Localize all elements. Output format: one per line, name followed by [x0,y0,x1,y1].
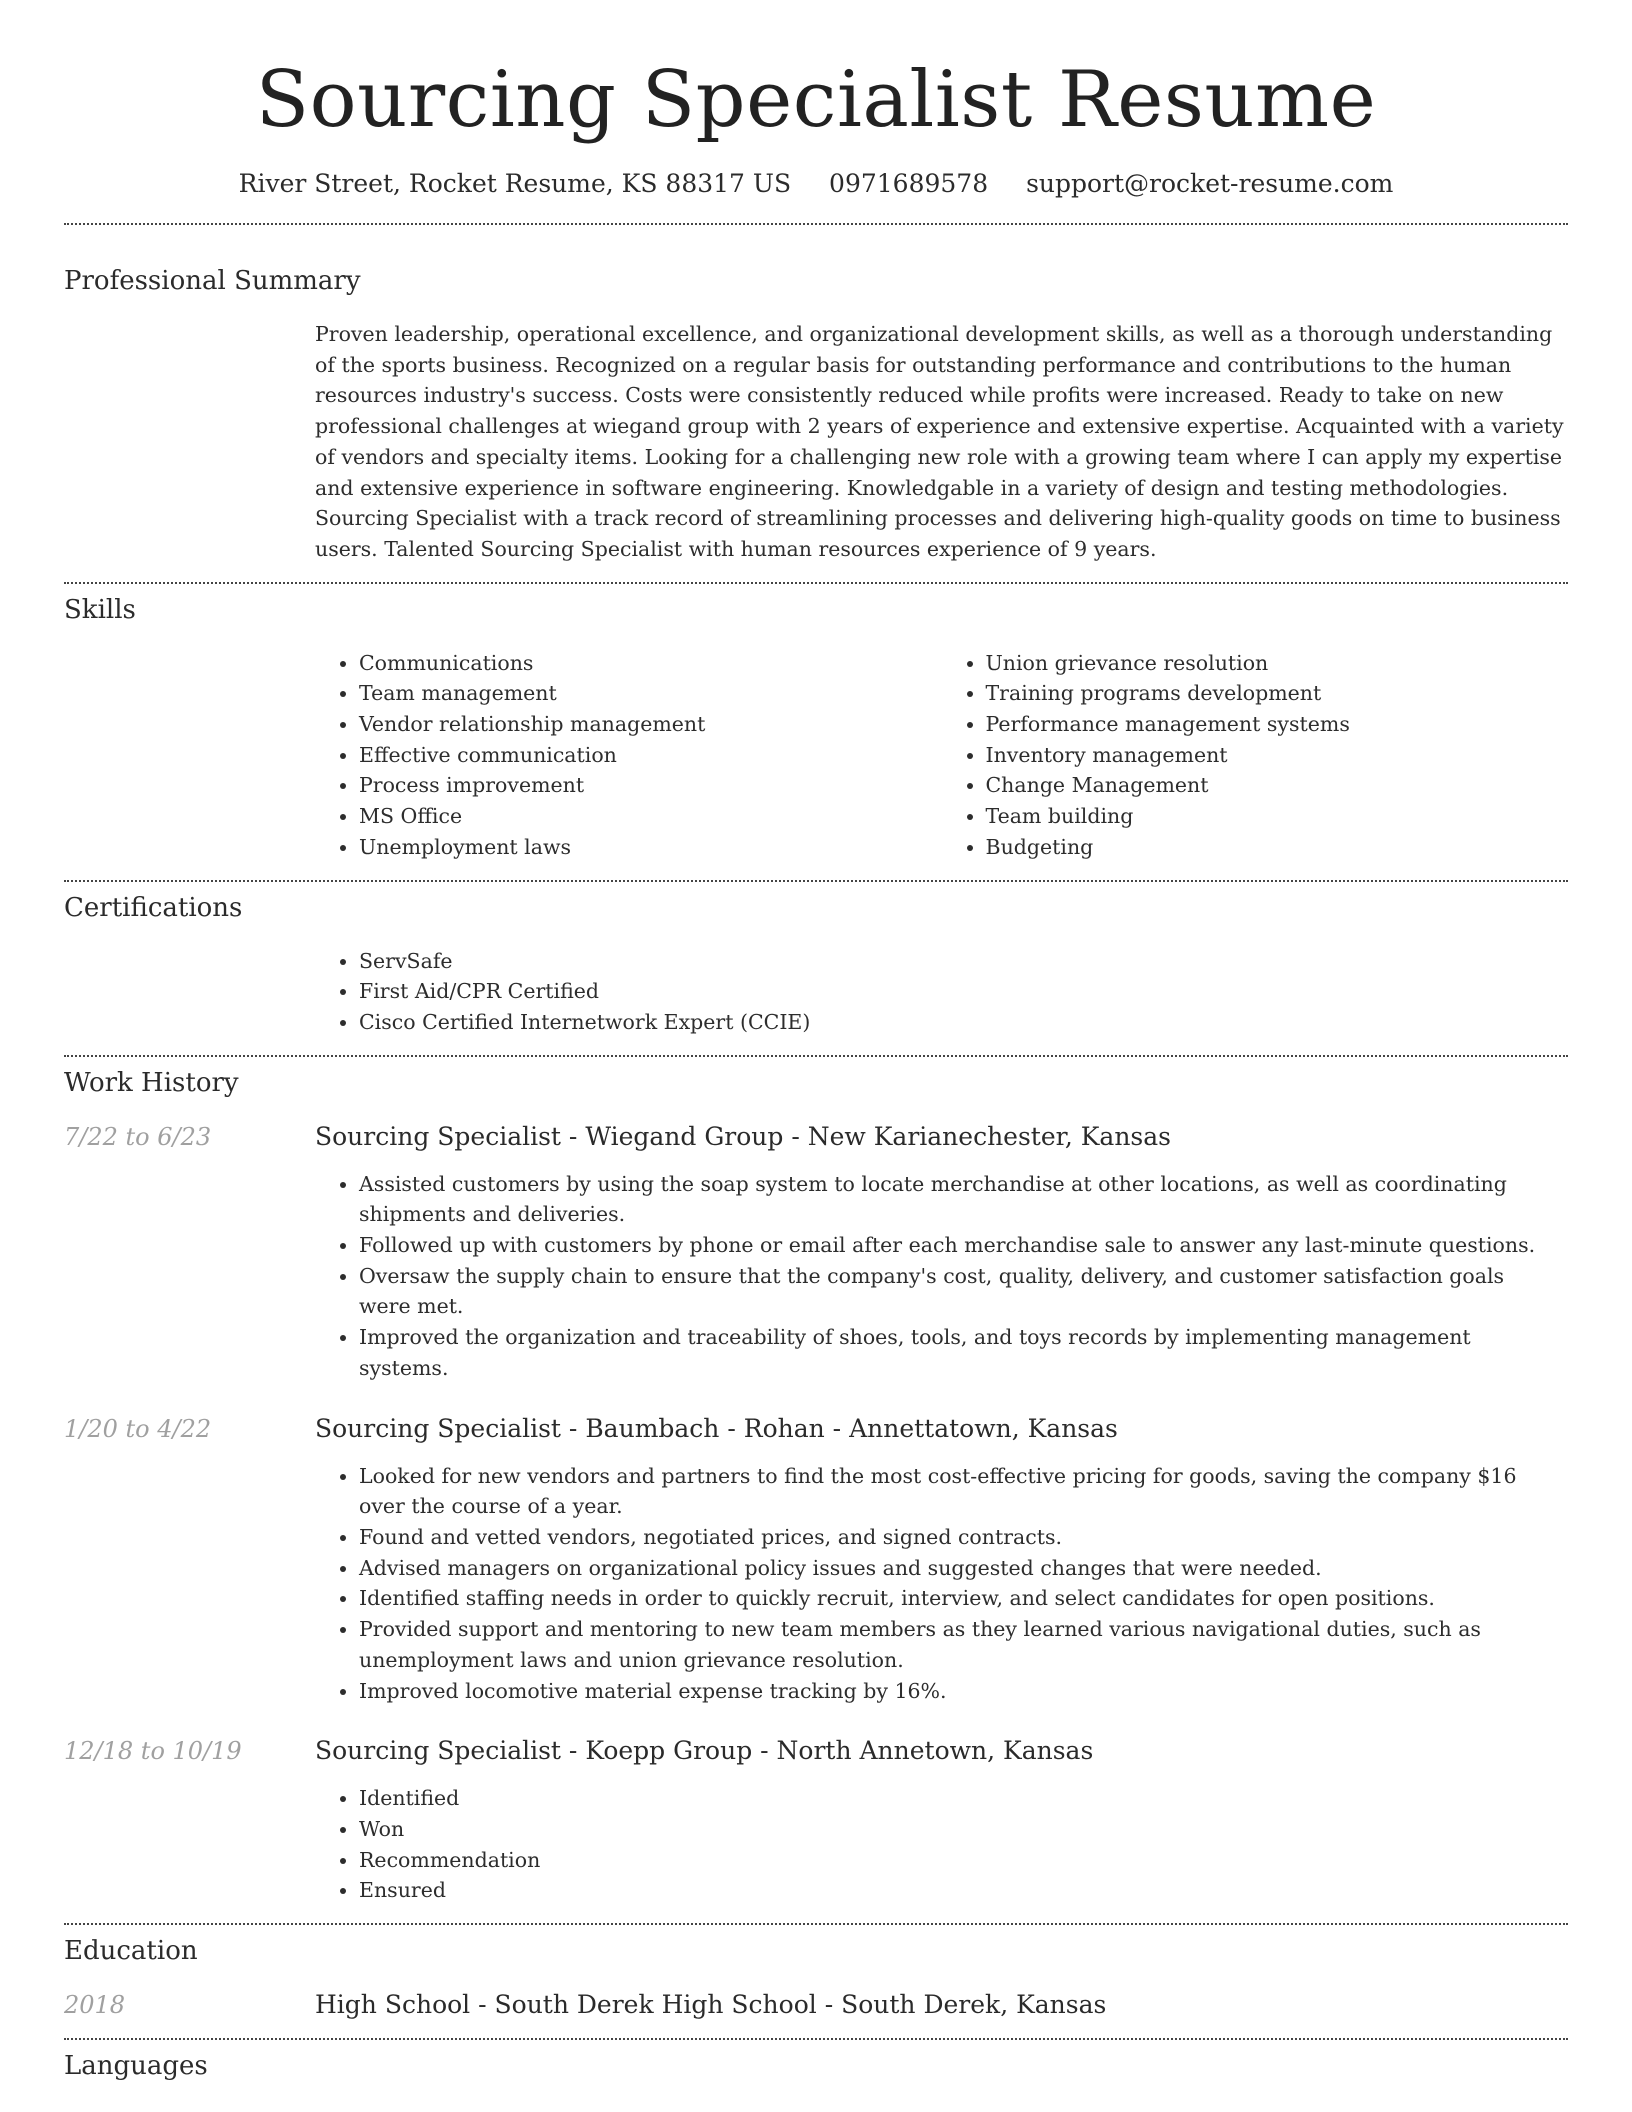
job-entry [64,1413,1568,1707]
job-date: 12/18 to 10/19 [64,1737,242,1766]
job-bullet: • Oversaw the supply chain to ensure that the company's cost, quality, delivery, and customer satisfaction goals were met. [359,1261,1548,1322]
skill-item: • Training programs development [986,678,1569,709]
contact-phone: 0971689578 [829,169,989,198]
section-divider [64,880,1568,882]
skill-item: • Performance management systems [986,709,1569,740]
job-bullets [315,1169,1568,1384]
education-title: High School - South Derek High School - South Derek, Kansas [315,1990,1107,2020]
job-entry [64,1121,1568,1384]
resume-header [64,0,1568,200]
education-date: 2018 [64,1991,126,2020]
job-date: 1/20 to 4/22 [64,1414,212,1443]
section-divider [64,2038,1568,2040]
skills-list [315,648,1568,863]
job-title: Sourcing Specialist - Koepp Group - North Annetown, Kansas [315,1736,1094,1766]
skills-column-right [942,648,1569,863]
summary-heading: Professional Summary [64,266,361,296]
education-entry [64,1989,1568,2021]
skill-item: • Vendor relationship management [359,709,942,740]
section-divider [64,582,1568,584]
skills-heading: Skills [64,594,136,625]
certifications-heading: Certifications [64,892,243,923]
certifications-list [315,946,1568,1038]
education-heading: Education [64,1936,198,1967]
skill-item: • Team building [986,801,1569,832]
contact-email: support@rocket-resume.com [1026,169,1394,198]
skill-item: • Inventory management [986,740,1569,771]
section-divider [64,1923,1568,1925]
section-divider [64,1055,1568,1057]
skill-item: • Process improvement [359,770,942,801]
job-bullet: • Won [359,1814,1548,1845]
skill-item: • Communications [359,648,942,679]
job-entry [64,1735,1568,1906]
certification-item: • First Aid/CPR Certified [359,976,1568,1007]
certification-item: • Cisco Certified Internetwork Expert (CCIE) [359,1007,1568,1038]
contact-address: River Street, Rocket Resume, KS 88317 US [238,169,792,198]
skill-item: • Union grievance resolution [986,648,1569,679]
job-bullet: • Improved the organization and traceability of shoes, tools, and toys records by implementing management systems. [359,1322,1548,1383]
job-title: Sourcing Specialist - Wiegand Group - New Karianechester, Kansas [315,1121,1171,1151]
job-bullet: • Assisted customers by using the soap system to locate merchandise at other locations, as well as coordinating shipments and deliveries. [359,1169,1548,1230]
section-divider [64,223,1568,225]
job-bullets [315,1783,1568,1906]
job-bullet: • Provided support and mentoring to new team members as they learned various navigational duties, such as unemployment laws and union grievance resolution. [359,1614,1548,1675]
work-history-heading: Work History [64,1067,239,1098]
job-bullet: • Identified staffing needs in order to quickly recruit, interview, and select candidates for open positions. [359,1583,1548,1614]
skill-item: • Unemployment laws [359,832,942,863]
skill-item: • MS Office [359,801,942,832]
job-bullet: • Advised managers on organizational policy issues and suggested changes that were needed. [359,1553,1548,1584]
skill-item: • Change Management [986,770,1569,801]
contact-line [64,168,1568,200]
skill-item: • Budgeting [986,832,1569,863]
job-title: Sourcing Specialist - Baumbach - Rohan - Annettatown, Kansas [315,1413,1118,1443]
job-bullet: • Improved locomotive material expense tracking by 16%. [359,1676,1548,1707]
languages-heading: Languages [64,2051,208,2082]
certification-item: • ServSafe [359,946,1568,977]
skill-item: • Team management [359,678,942,709]
resume-title: Sourcing Specialist Resume [255,55,1377,145]
resume-page [64,0,1568,2082]
skill-item: • Effective communication [359,740,942,771]
job-bullet: • Identified [359,1783,1548,1814]
skills-column-left [315,648,942,863]
job-bullet: • Ensured [359,1875,1548,1906]
job-bullet: • Followed up with customers by phone or email after each merchandise sale to answer any last-minute questions. [359,1230,1548,1261]
job-bullet: • Recommendation [359,1845,1548,1876]
job-date: 7/22 to 6/23 [64,1122,212,1151]
summary-text: Proven leadership, operational excellence, and organizational development skills, as well as a thorough understanding of the sports business. Recognized on a regular basis for outstanding performance and contributions to the human resources industry's success. Costs were consistently reduced while profits were increased. Ready to take on new professional challenges at wiegand group with 2 years of experience and extensive expertise. Acquainted with a variety of vendors and specialty items. Looking for a challenging new role with a growing team where I can apply my expertise and extensive experience in software engineering. Knowledgable in a variety of design and testing methodologies. Sourcing Specialist with a track record of streamlining processes and delivering high-quality goods on time to business users. Talented Sourcing Specialist with human resources experience of 9 years. [315,322,1564,561]
job-bullet: • Looked for new vendors and partners to find the most cost-effective pricing for goods, saving the company $16 over the course of a year. [359,1461,1548,1522]
job-bullets [315,1461,1568,1707]
job-bullet: • Found and vetted vendors, negotiated prices, and signed contracts. [359,1522,1548,1553]
